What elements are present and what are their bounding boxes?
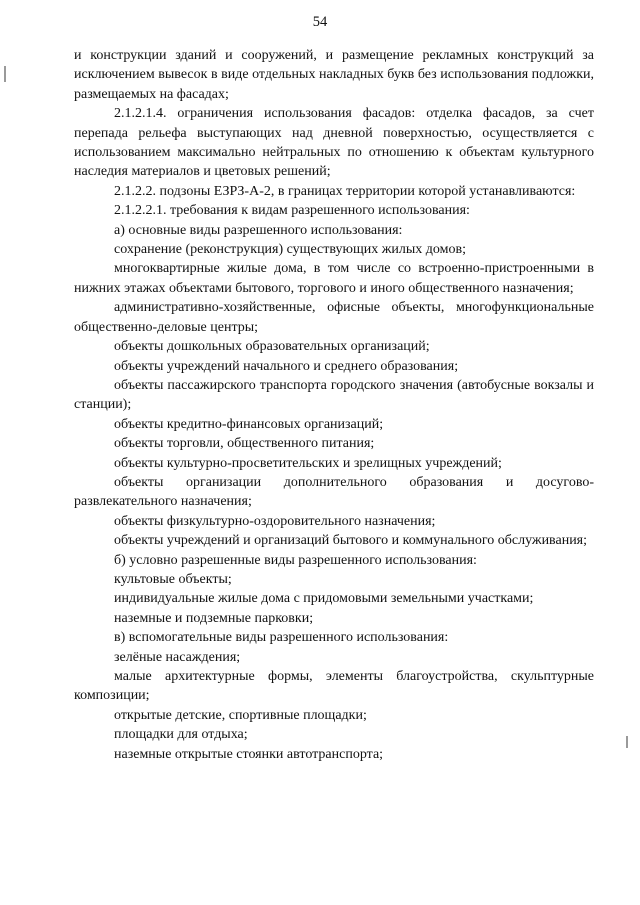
paragraph: и конструкции зданий и сооружений, и размещение рекламных конструкций за исключением вывесок в виде отдельных накладных букв без использования подложки, размещаемых на фасадах; bbox=[74, 48, 594, 102]
paragraph: 2.1.2.2. подзоны ЕЗРЗ-А-2, в границах территории которой устанавливаются: bbox=[114, 183, 576, 199]
list-item: объекты дошкольных образовательных организаций; bbox=[114, 339, 430, 355]
scan-margin-mark bbox=[626, 736, 628, 748]
list-item: наземные и подземные парковки; bbox=[114, 610, 314, 626]
list-item: объекты пассажирского транспорта городского значения (автобусные вокзалы и станции); bbox=[74, 377, 594, 413]
scan-margin-mark bbox=[4, 66, 6, 82]
list-item: объекты кредитно-финансовых организаций; bbox=[114, 416, 384, 432]
list-item: зелёные насаждения; bbox=[114, 649, 241, 665]
page-number: 54 bbox=[312, 14, 328, 30]
list-item: малые архитектурные формы, элементы благоустройства, скульптурные композиции; bbox=[74, 669, 594, 704]
list-item: наземные открытые стоянки автотранспорта; bbox=[114, 746, 384, 762]
list-item: административно-хозяйственные, офисные объекты, многофункциональные общественно-деловые центры; bbox=[74, 300, 594, 335]
list-item: б) условно разрешенные виды разрешенного использования: bbox=[114, 552, 477, 568]
list-item: сохранение (реконструкция) существующих жилых домов; bbox=[114, 242, 466, 258]
paragraph: 2.1.2.1.4. ограничения использования фасадов: отделка фасадов, за счет перепада рельефа выступающих над дневной поверхностью, осуществляется с использованием максимально нейтральных по отношению к объектам культурного наследия материалов и цветовых решений; bbox=[74, 106, 594, 180]
paragraph: 2.1.2.2.1. требования к видам разрешенного использования: bbox=[114, 203, 470, 219]
list-item: открытые детские, спортивные площадки; bbox=[114, 707, 367, 723]
list-item: а) основные виды разрешенного использования: bbox=[114, 222, 403, 238]
list-item: площадки для отдыха; bbox=[114, 727, 248, 743]
list-item: культовые объекты; bbox=[114, 571, 232, 587]
list-item: объекты физкультурно-оздоровительного назначения; bbox=[114, 513, 436, 529]
list-item: многоквартирные жилые дома, в том числе со встроенно-пристроенными в нижних этажах объектами бытового, торгового и иного общественного назначения; bbox=[74, 261, 594, 296]
list-item: объекты учреждений и организаций бытового и коммунального обслуживания; bbox=[114, 533, 588, 549]
list-item: объекты организации дополнительного образования и досугово-развлекательного назначения; bbox=[74, 474, 594, 510]
list-item: объекты торговли, общественного питания; bbox=[114, 436, 375, 452]
list-item: в) вспомогательные виды разрешенного использования: bbox=[114, 630, 449, 646]
list-item: индивидуальные жилые дома с придомовыми земельными участками; bbox=[114, 591, 534, 607]
list-item: объекты культурно-просветительских и зрелищных учреждений; bbox=[114, 455, 502, 471]
list-item: объекты учреждений начального и среднего образования; bbox=[114, 358, 459, 374]
document-body bbox=[74, 46, 594, 764]
